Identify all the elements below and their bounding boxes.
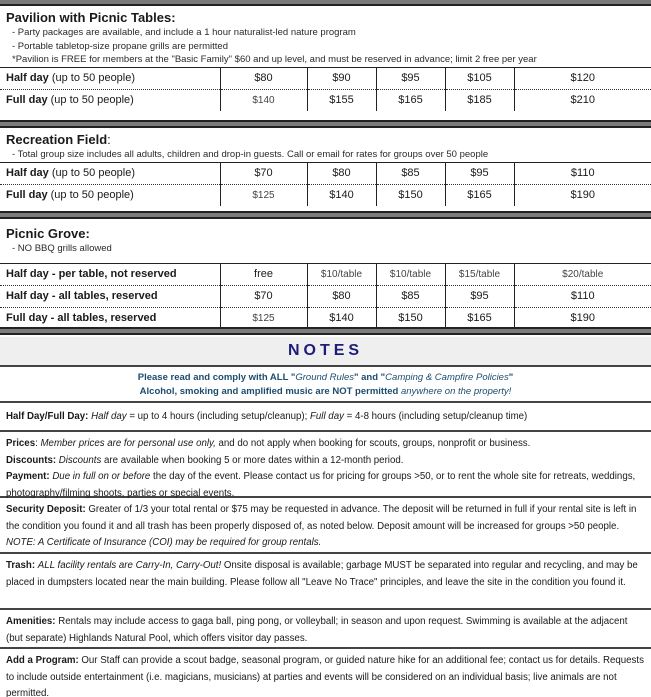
row-label: Half day (up to 50 people) [0,162,220,184]
note-prices: Prices: Member prices are for personal use only, and do not apply when booking for scouts, groups, nonprofit or business. [6,438,531,449]
grove-title: Picnic Grove: [6,226,90,241]
price-cell: $120 [514,67,651,89]
grove-rates-table [0,263,651,330]
row-label: Full day (up to 50 people) [0,89,220,111]
notes-header [0,337,651,367]
recreation-rates-table [0,162,651,207]
note-trash: Trash: ALL facility rentals are Carry-In, Carry-Out! Onsite disposal is available; garbage MUST be separated into regular and recycling, and may be placed in dumpsters located near the main building. Please follow all "Leave No Trace" principles, and leave the site in the condition you found it. [0,556,651,610]
price-cell: $80 [220,67,307,89]
row-label: Half day (up to 50 people) [0,67,220,89]
pavilion-note: - Portable tabletop-size propane grills are permitted [12,40,228,52]
pavilion-note: *Pavilion is FREE for members at the "Basic Family" $60 and up level, and must be reserved in advance; limit 2 free per year [12,54,537,65]
price-cell: $150 [376,184,445,206]
price-cell: $110 [514,285,651,307]
row-label: Full day - all tables, reserved [0,307,220,329]
grove-section [0,226,651,329]
table-row [0,307,651,329]
note-discounts: Discounts: Discounts are available when booking 5 or more dates within a 12-month period. [6,454,404,466]
note-security-deposit: Security Deposit: Greater of 1/3 your total rental or $75 may be requested in advance. The deposit will be returned in full if your rental site is left in the condition you found it and all trash has been properly disposed of, as noted below. Deposit amount will be increased for groups >50 people. NOTE: A Certificate of Insurance (COI) may be required for group rentals. [0,500,651,554]
note-payment: Payment: Due in full on or before the day of the event. Please contact us for pricing for groups >50, or to rent the whole site for retreats, weddings, photography/filming shoots, parties or special events. [6,471,636,499]
recreation-note: - Total group size includes all adults, children and drop-in guests. Call or email for rates for groups over 50 people [12,149,489,160]
top-separator-bar [0,0,651,6]
price-cell: $105 [445,67,514,89]
price-cell: $95 [445,285,514,307]
row-label: Full day (up to 50 people) [0,184,220,206]
pavilion-section [0,10,651,111]
price-cell: free [220,263,307,285]
price-cell: $185 [445,89,514,111]
note-add-program: Add a Program: Our Staff can provide a scout badge, seasonal program, or guided nature hike for an additional fee; contact us for details. Requests to include outside entertainment (i.e. magicians, musicians) at parties and events will be considered on an individual basis; live animals are not permitted. [6,655,644,697]
table-row [0,184,651,206]
price-cell: $90 [307,67,376,89]
price-cell: $140 [307,307,376,329]
price-cell: $95 [376,67,445,89]
row-label: Half day - all tables, reserved [0,285,220,307]
price-cell: $20/table [514,263,651,285]
price-cell: $165 [445,307,514,329]
price-cell: $85 [376,285,445,307]
table-row [0,263,651,285]
price-cell: $10/table [376,263,445,285]
pavilion-rates-table [0,67,651,112]
price-cell: $110 [514,162,651,184]
price-cell: $190 [514,184,651,206]
table-row [0,67,651,89]
price-cell: $165 [445,184,514,206]
price-cell: $150 [376,307,445,329]
table-row [0,89,651,111]
note-prices-discounts-payment [0,434,651,498]
price-cell: $155 [307,89,376,111]
price-cell: $80 [307,285,376,307]
price-cell: $85 [376,162,445,184]
rules-line: Please read and comply with ALL "Ground Rules" and "Camping & Campfire Policies" [137,372,514,383]
price-cell: $95 [445,162,514,184]
section-separator-bar [0,211,651,219]
notes-title: NOTES [287,342,364,359]
table-row [0,162,651,184]
price-cell: $15/table [445,263,514,285]
grove-note: - NO BBQ grills allowed [12,243,112,254]
price-cell: $165 [376,89,445,111]
row-label: Half day - per table, not reserved [0,263,220,285]
ground-rules-notice [0,369,651,403]
price-cell: $125 [220,184,307,206]
price-cell: $70 [220,162,307,184]
table-row [0,285,651,307]
section-separator-bar [0,120,651,128]
rules-line: Alcohol, smoking and amplified music are NOT permitted anywhere on the property! [139,385,512,397]
pavilion-title: Pavilion with Picnic Tables: [6,10,176,25]
price-cell: $140 [220,89,307,111]
section-separator-bar [0,327,651,335]
price-cell: $140 [307,184,376,206]
price-cell: $190 [514,307,651,329]
price-cell: $210 [514,89,651,111]
price-cell: $80 [307,162,376,184]
price-cell: $125 [220,307,307,329]
pavilion-note: - Party packages are available, and include a 1 hour naturalist-led nature program [12,27,356,38]
price-cell: $10/table [307,263,376,285]
recreation-section [0,132,651,206]
note-halfday-fullday: Half Day/Full Day: Half day = up to 4 hours (including setup/cleanup); Full day = 4-8 hours (including setup/cleanup time) [0,405,651,432]
recreation-title: Recreation Field: [6,132,111,147]
price-cell: $70 [220,285,307,307]
note-amenities: Amenities: Rentals may include access to gaga ball, ping pong, or volleyball; in season and upon request. Swimming is available at the adjacent (but separate) Highlands Natural Pool, which offers visitor day passes. [0,612,651,649]
